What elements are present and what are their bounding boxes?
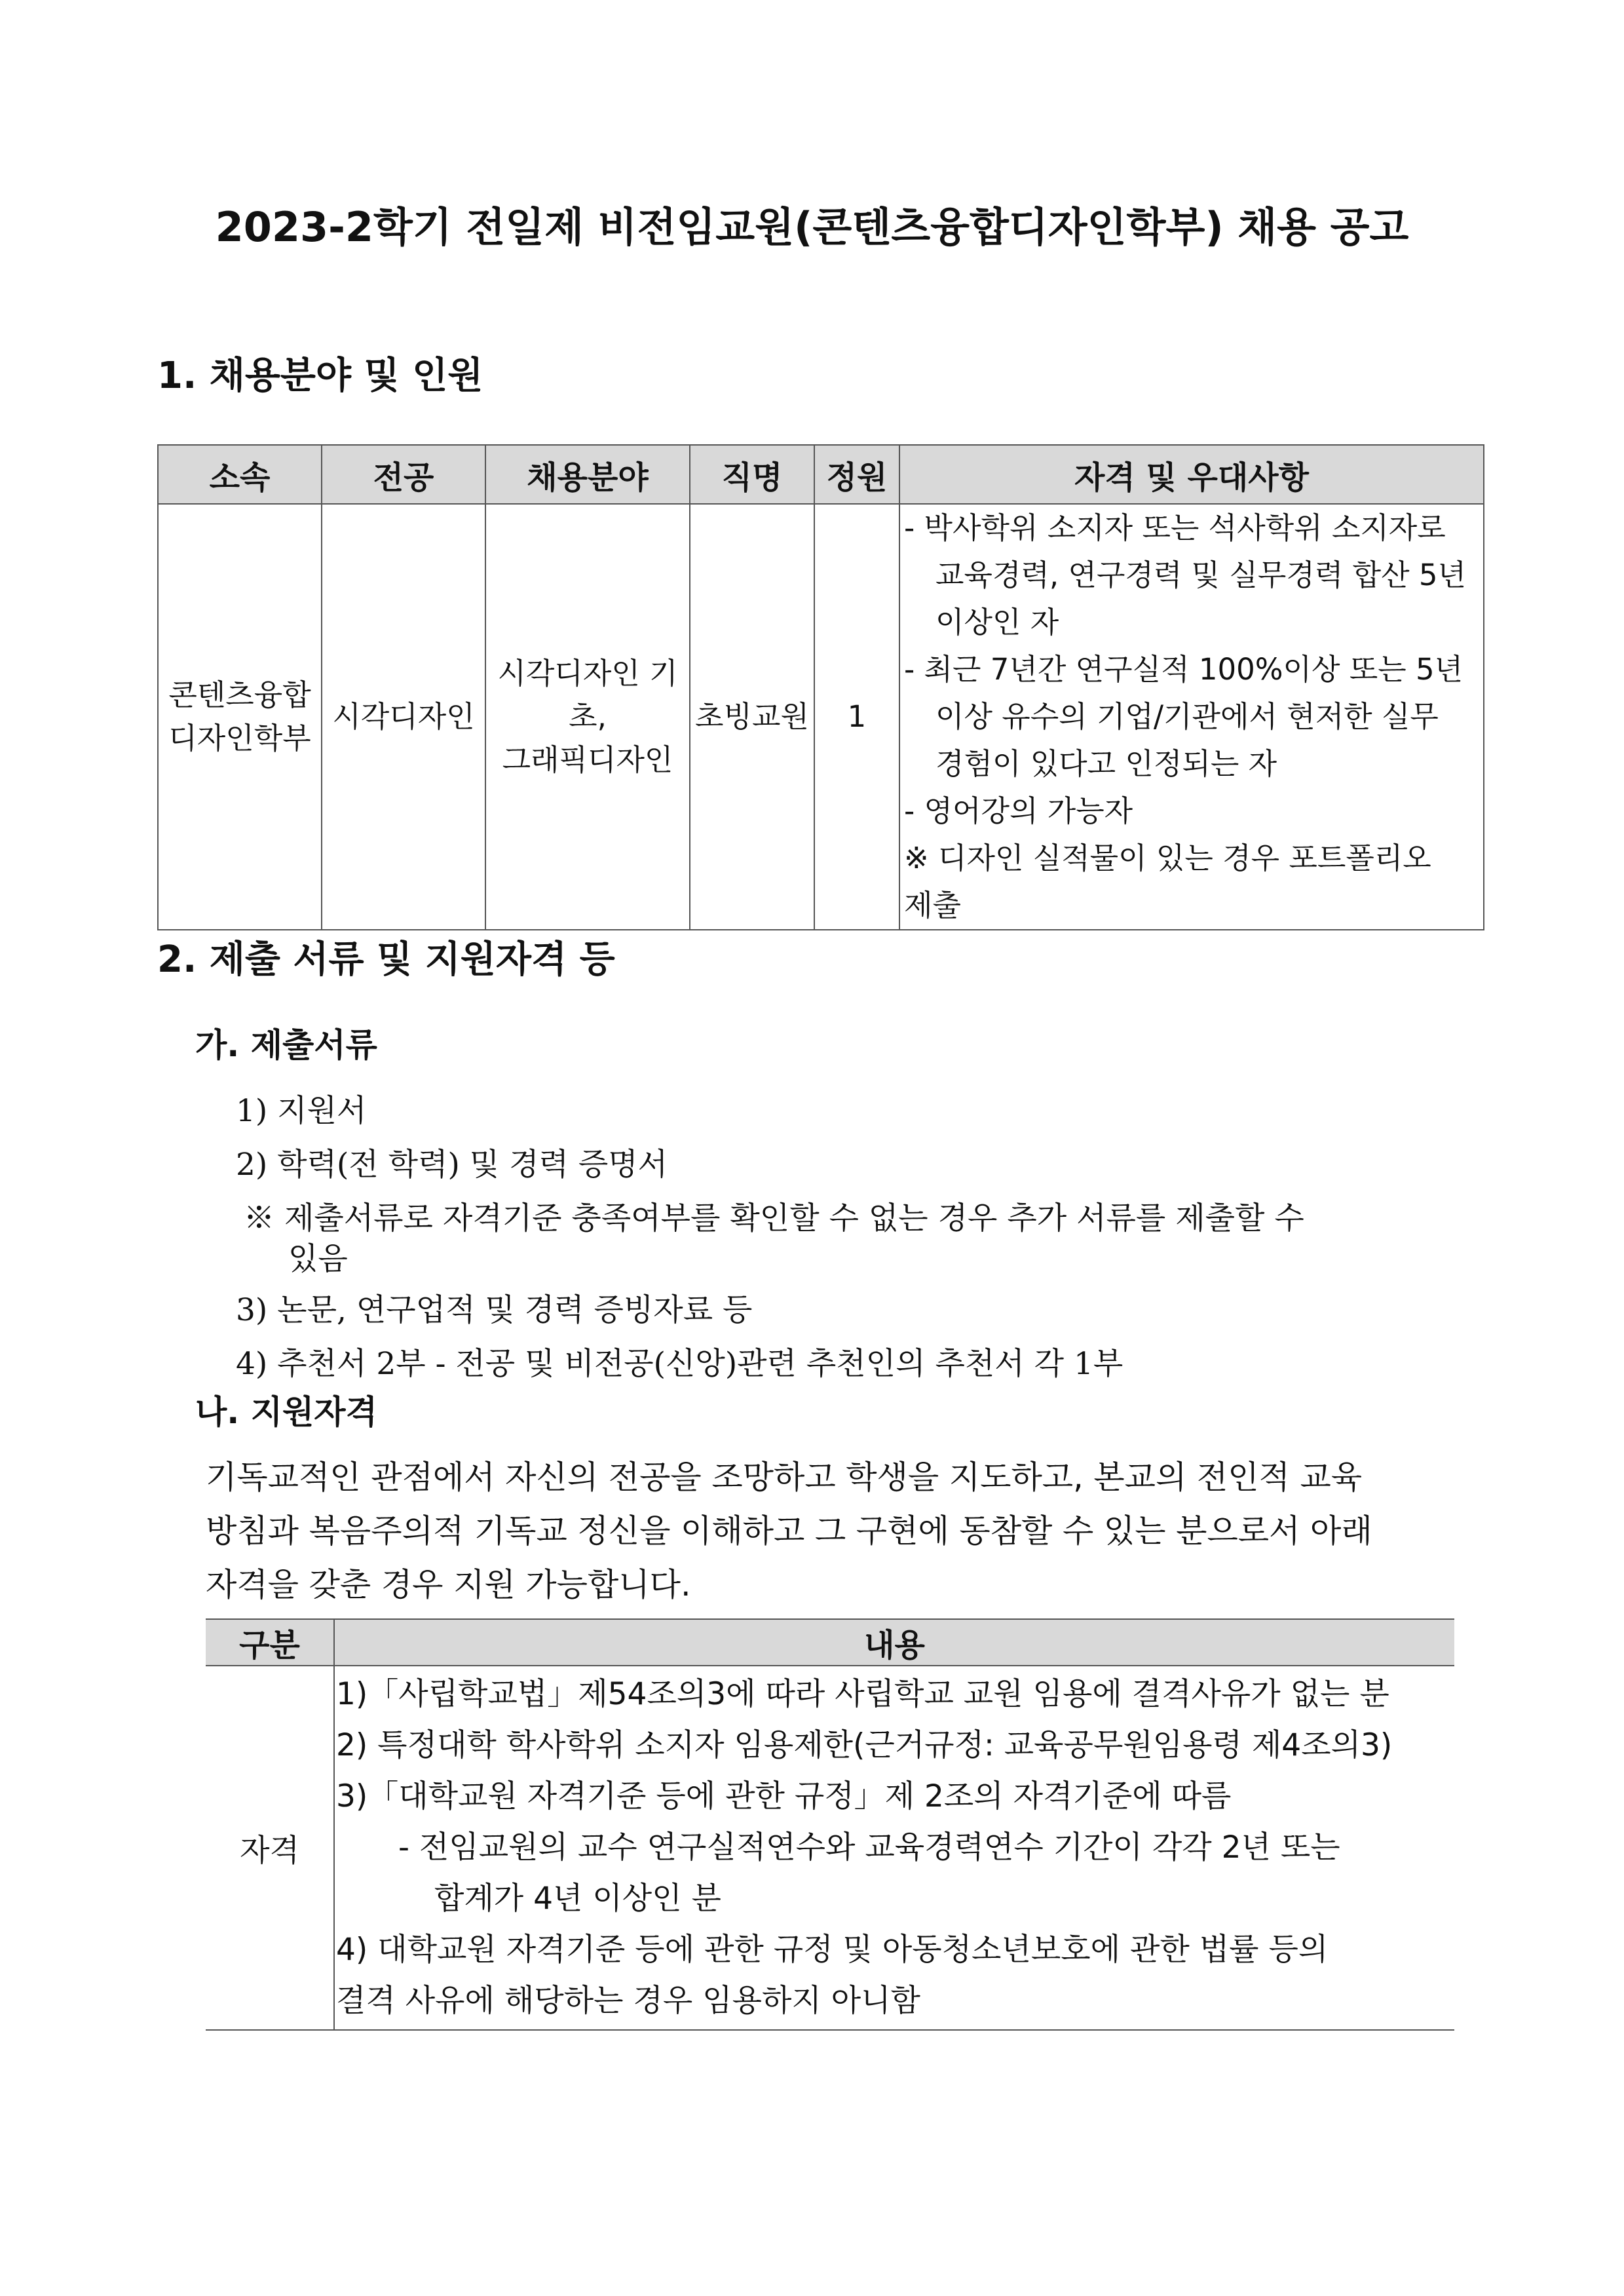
recruitment-table-header [158, 445, 1484, 504]
header-qualifications: 자격 및 우대사항 [899, 445, 1484, 504]
cell-affiliation [158, 504, 322, 930]
cell-category: 자격 [206, 1666, 334, 2030]
eligibility-subheading: 나. 지원자격 [195, 1393, 377, 1431]
recruitment-table-row [158, 504, 1484, 930]
eligibility-table-header [206, 1619, 1454, 1666]
eligibility-line: - 전임교원의 교수 연구실적연수와 교육경력연수 기간이 각각 2년 또는 [398, 1829, 1340, 1866]
document-note: 있음 [288, 1241, 348, 1277]
header-count: 정원 [814, 445, 899, 504]
eligibility-paragraph-line: 자격을 갖춘 경우 지원 가능합니다. [206, 1566, 691, 1603]
qualification-line: 교육경력, 연구경력 및 실무경력 합산 5년 [935, 558, 1466, 592]
cell-field [485, 504, 690, 930]
document-item: 2) 학력(전 학력) 및 경력 증명서 [236, 1147, 668, 1183]
eligibility-line: 1)「사립학교법」제54조의3에 따라 사립학교 교원 임용에 결격사유가 없는 분 [336, 1676, 1389, 1712]
document-note: ※ 제출서류로 자격기준 충족여부를 확인할 수 없는 경우 추가 서류를 제출할 수 [244, 1200, 1304, 1236]
qualification-line: 경험이 있다고 인정되는 자 [935, 746, 1277, 781]
cell-qualifications [899, 504, 1484, 930]
header-content: 내용 [334, 1619, 1454, 1666]
document-item: 4) 추천서 2부 - 전공 및 비전공(신앙)관련 추천인의 추천서 각 1부 [236, 1346, 1124, 1382]
recruitment-table [157, 444, 1484, 930]
field-line: 시각디자인 기초, [497, 656, 678, 734]
eligibility-line: 2) 특정대학 학사학위 소지자 임용제한(근거규정: 교육공무원임용령 제4조의3) [336, 1727, 1393, 1763]
documents-subheading: 가. 제출서류 [195, 1026, 377, 1064]
header-major: 전공 [322, 445, 485, 504]
qualification-line: - 박사학위 소지자 또는 석사학위 소지자로 [904, 510, 1446, 545]
cell-content [334, 1666, 1454, 2030]
cell-count: 1 [814, 504, 899, 930]
qualification-line: - 영어강의 가능자 [904, 794, 1133, 828]
section1-heading: 1. 채용분야 및 인원 [157, 354, 483, 397]
eligibility-paragraph-line: 기독교적인 관점에서 자신의 전공을 조망하고 학생을 지도하고, 본교의 전인적 교육 [206, 1459, 1363, 1496]
document-item: 1) 지원서 [236, 1093, 367, 1129]
eligibility-line: 3)「대학교원 자격기준 등에 관한 규정」제 2조의 자격기준에 따름 [336, 1778, 1232, 1814]
eligibility-table-row [206, 1666, 1454, 2030]
cell-major: 시각디자인 [322, 504, 485, 930]
header-field: 채용분야 [485, 445, 690, 504]
header-category: 구분 [206, 1619, 334, 1666]
document-title: 2023-2학기 전일제 비전임교원(콘텐츠융합디자인학부) 채용 공고 [215, 203, 1409, 251]
eligibility-line: 결격 사유에 해당하는 경우 임용하지 아니함 [336, 1983, 920, 2019]
document-item: 3) 논문, 연구업적 및 경력 증빙자료 등 [236, 1292, 753, 1328]
affiliation-line: 콘텐츠융합 [168, 678, 311, 712]
qualification-line: ※ 디자인 실적물이 있는 경우 포트폴리오 [904, 841, 1431, 875]
eligibility-paragraph-line: 방침과 복음주의적 기독교 정신을 이해하고 그 구현에 동참할 수 있는 분으로서 아래 [206, 1512, 1372, 1550]
affiliation-line: 디자인학부 [168, 721, 311, 756]
eligibility-line: 4) 대학교원 자격기준 등에 관한 규정 및 아동청소년보호에 관한 법률 등의 [336, 1932, 1329, 1968]
header-affiliation: 소속 [158, 445, 322, 504]
qualification-line: - 최근 7년간 연구실적 100%이상 또는 5년 [904, 652, 1463, 687]
field-line: 그래픽디자인 [502, 742, 673, 777]
qualification-line: 이상인 자 [935, 605, 1059, 640]
qualification-line: 제출 [904, 888, 961, 923]
header-position: 직명 [690, 445, 814, 504]
cell-position: 초빙교원 [690, 504, 814, 930]
qualification-line: 이상 유수의 기업/기관에서 현저한 실무 [935, 699, 1439, 734]
eligibility-line: 합계가 4년 이상인 분 [434, 1881, 721, 1917]
section2-heading: 2. 제출 서류 및 지원자격 등 [157, 938, 615, 981]
eligibility-table [206, 1618, 1454, 2031]
